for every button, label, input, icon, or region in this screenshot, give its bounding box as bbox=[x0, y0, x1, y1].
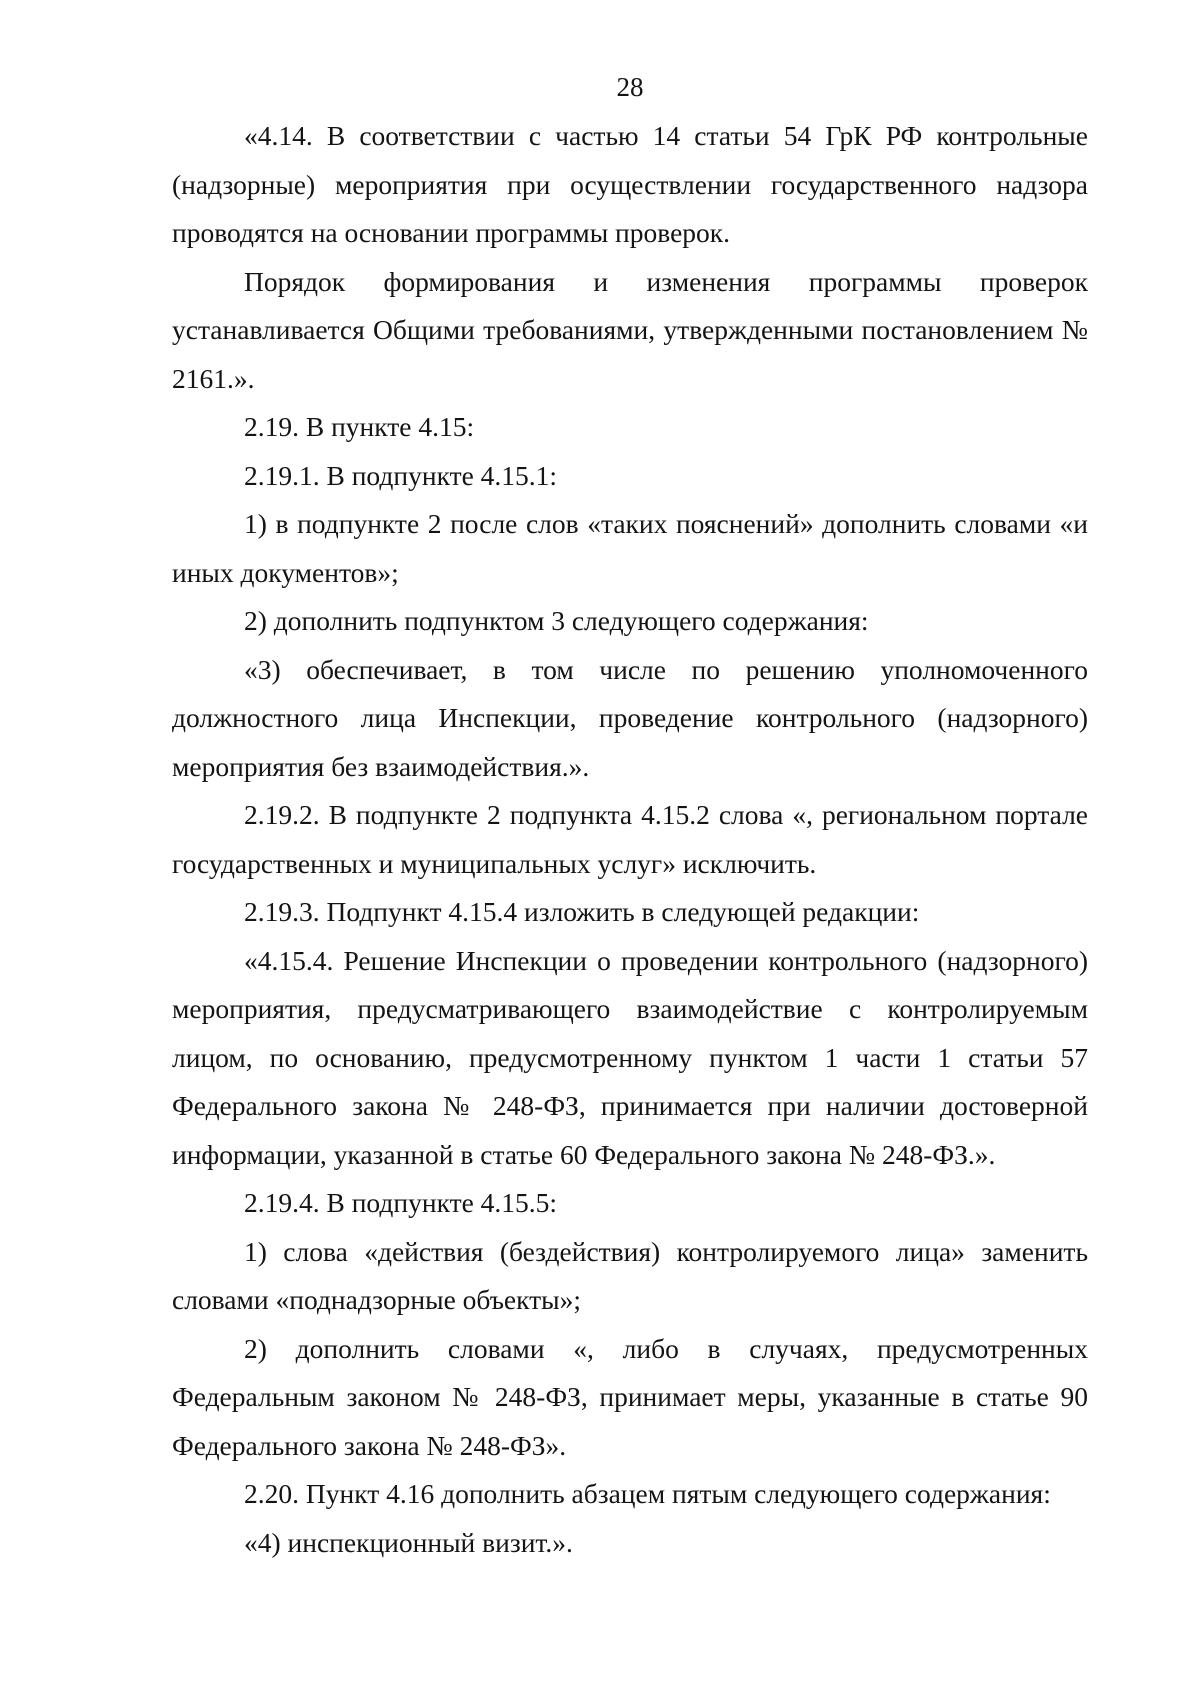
paragraph-item-2-supplement: 2) дополнить словами «, либо в случаях, предусмотренных Федеральным законом № 248-ФЗ, принимает меры, указанные в статье 90 Федерального закона № 248-ФЗ». bbox=[172, 1332, 1088, 1461]
paragraph-item-4-quote: «4) инспекционный визит.». bbox=[244, 1526, 573, 1558]
document-body bbox=[172, 112, 1088, 1567]
paragraph-2-19-2: 2.19.2. В подпункте 2 подпункта 4.15.2 слова «, региональном портале государственных и муниципальных услуг» исключить. bbox=[172, 799, 1088, 879]
paragraph-2-19-3: 2.19.3. Подпункт 4.15.4 изложить в следующей редакции: bbox=[244, 896, 920, 927]
paragraph-2-19-1: 2.19.1. В подпункте 4.15.1: bbox=[244, 459, 558, 491]
paragraph-4-14: «4.14. В соответствии с частью 14 статьи 54 ГрК РФ контрольные (надзорные) мероприятия при осуществлении государственного надзора проводятся на основании программы проверок. bbox=[172, 120, 1088, 248]
paragraph-item-3-quote: «3) обеспечивает, в том числе по решению уполномоченного должностного лица Инспекции, проведение контрольного (надзорного) мероприятия без взаимодействия.». bbox=[172, 653, 1088, 782]
page-number: 28 bbox=[616, 72, 644, 102]
paragraph-2-19: 2.19. В пункте 4.15: bbox=[244, 411, 475, 442]
paragraph-2-20: 2.20. Пункт 4.16 дополнить абзацем пятым следующего содержания: bbox=[244, 1478, 1051, 1509]
paragraph-item-2: 2) дополнить подпунктом 3 следующего содержания: bbox=[244, 605, 869, 636]
paragraph-4-15-4-quote: «4.15.4. Решение Инспекции о проведении контрольного (надзорного) мероприятия, предусматривающего взаимодействие с контролируемым лицом, по основанию, предусмотренному пунктом 1 части 1 статьи 57 Федерального закона № 248-ФЗ, принимается при наличии достоверной информации, указанной в статье 60 Федерального закона № 248-ФЗ.». bbox=[172, 944, 1088, 1170]
paragraph-item-1: 1) в подпункте 2 после слов «таких пояснений» дополнить словами «и иных документов»; bbox=[172, 508, 1088, 588]
paragraph-item-1-replace: 1) слова «действия (бездействия) контролируемого лица» заменить словами «поднадзорные объекты»; bbox=[172, 1235, 1088, 1315]
paragraph-order: Порядок формирования и изменения программы проверок устанавливается Общими требованиями, утвержденными постановлением № 2161.». bbox=[172, 265, 1088, 394]
paragraph-2-19-4: 2.19.4. В подпункте 4.15.5: bbox=[244, 1187, 558, 1218]
